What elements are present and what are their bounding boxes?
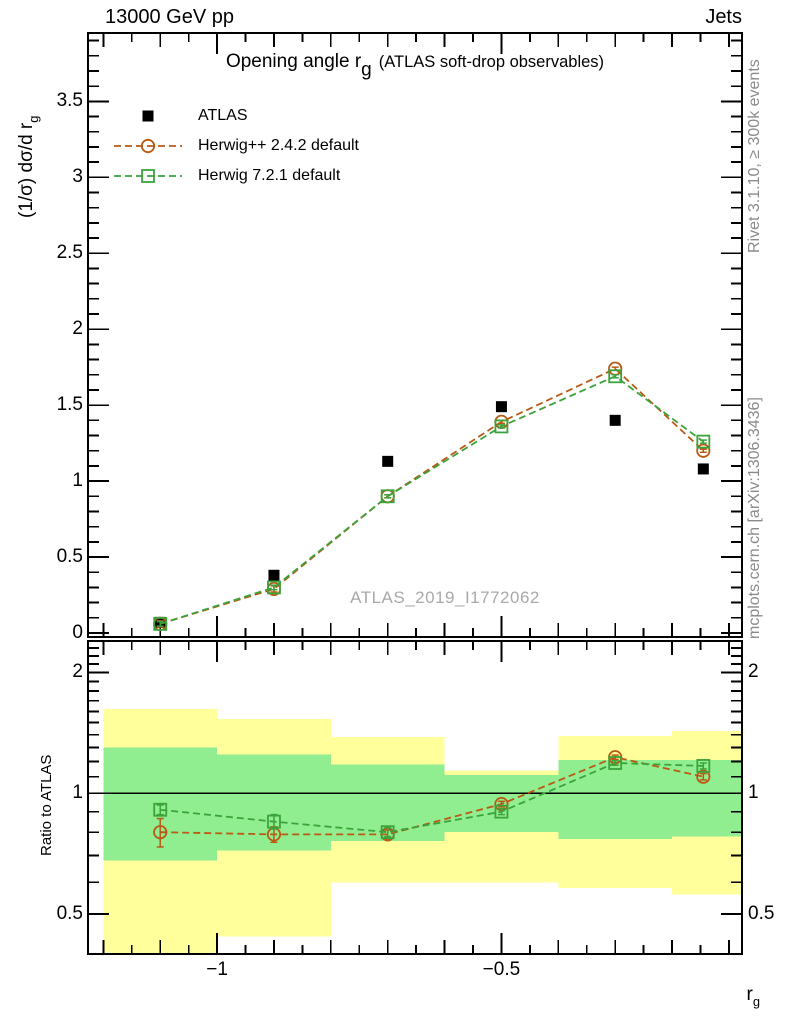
band-green bbox=[558, 760, 672, 839]
plot-title-main: Opening angle r bbox=[225, 51, 362, 72]
y-main-tick-label: 0 bbox=[72, 622, 83, 643]
watermark: ATLAS_2019_I1772062 bbox=[350, 588, 540, 607]
y-ratio-tick-label-right: 2 bbox=[748, 661, 759, 683]
legend-label-herwig7: Herwig 7.2.1 default bbox=[198, 167, 341, 184]
legend-label-herwigpp: Herwig++ 2.4.2 default bbox=[198, 137, 359, 154]
ratio-uncertainty-bands bbox=[88, 709, 742, 953]
plot-title-subscript: g bbox=[361, 59, 372, 81]
y-main-tick-label: 2 bbox=[72, 318, 83, 340]
mcplots-note: mcplots.cern.ch [arXiv:1306.3436] bbox=[746, 397, 763, 639]
herwigpp-marker-icon bbox=[112, 136, 184, 156]
y-main-tick-label: 1.5 bbox=[56, 394, 83, 416]
process-label: Jets bbox=[705, 6, 742, 28]
data-point-marker bbox=[698, 463, 709, 474]
y-main-tick-label: 3 bbox=[72, 166, 83, 188]
x-axis-title-text: r bbox=[746, 984, 753, 1005]
legend bbox=[112, 101, 359, 191]
plot-title-suffix: (ATLAS soft-drop observables) bbox=[378, 53, 605, 71]
y-main-tick-label: 1 bbox=[72, 470, 83, 492]
y-main-tick-label: 0.5 bbox=[56, 546, 83, 568]
rivet-version-note: Rivet 3.1.10, ≥ 300k events bbox=[746, 59, 763, 253]
plot-title bbox=[88, 51, 742, 82]
y-ratio-tick-label: 1 bbox=[72, 782, 83, 804]
x-axis-title-subscript: g bbox=[752, 993, 760, 1009]
y-main-tick-label: 2.5 bbox=[56, 242, 83, 264]
x-tick-label: −0.5 bbox=[482, 959, 521, 980]
data-point-marker bbox=[268, 570, 279, 581]
atlas-marker-icon bbox=[112, 106, 184, 126]
series-line bbox=[160, 376, 703, 624]
beam-energy-label: 13000 GeV pp bbox=[105, 6, 234, 28]
y-ratio-tick-label: 2 bbox=[72, 661, 83, 683]
data-point-marker bbox=[496, 401, 507, 412]
x-axis-title bbox=[600, 984, 760, 1009]
data-point-marker bbox=[610, 415, 621, 426]
y-axis-title-subscript: g bbox=[25, 115, 41, 123]
y-axis-title-text: (1/σ) dσ/d r bbox=[16, 122, 37, 218]
herwig7-marker-icon bbox=[112, 166, 184, 186]
y-main-tick-label: 3.5 bbox=[56, 90, 83, 112]
legend-item-herwig7 bbox=[112, 161, 359, 191]
y-ratio-tick-label-right: 0.5 bbox=[748, 903, 775, 925]
legend-item-atlas bbox=[112, 101, 359, 131]
data-point-marker bbox=[382, 456, 393, 467]
legend-item-herwigpp bbox=[112, 131, 359, 161]
series-line bbox=[160, 369, 703, 624]
x-tick-label: −1 bbox=[206, 959, 228, 980]
ratio-axis-title: Ratio to ATLAS bbox=[38, 754, 55, 856]
y-ratio-tick-label-right: 1 bbox=[748, 782, 759, 804]
y-ratio-tick-label: 0.5 bbox=[56, 903, 83, 925]
legend-label-atlas: ATLAS bbox=[198, 107, 248, 124]
